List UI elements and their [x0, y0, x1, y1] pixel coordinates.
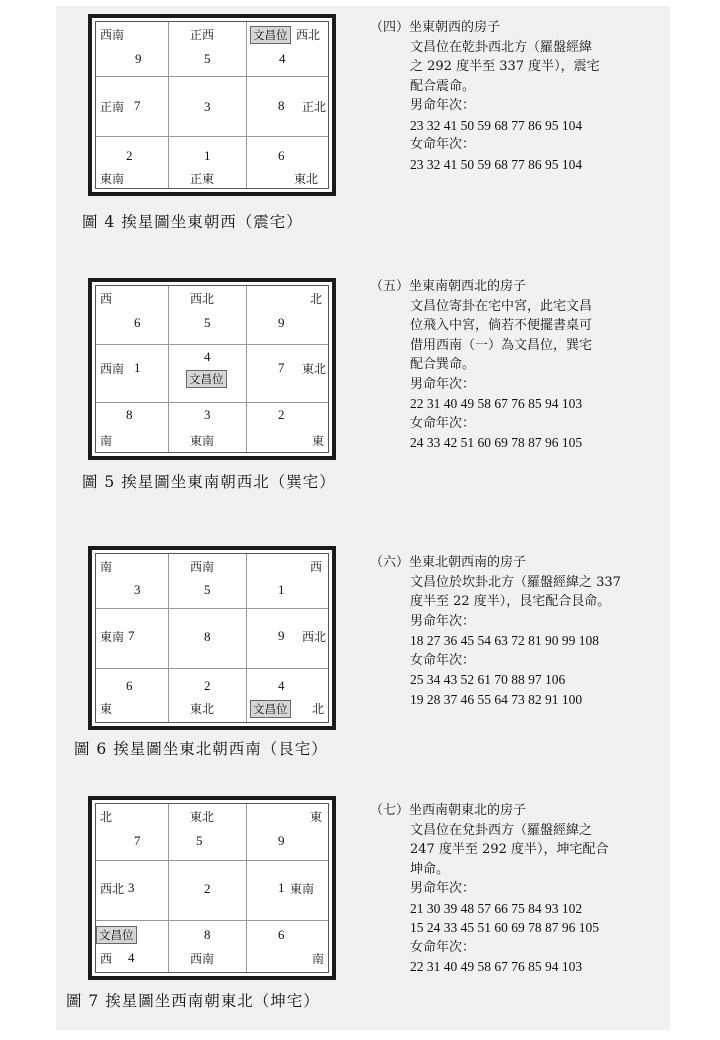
fig7-nw-dir: 北	[100, 810, 113, 824]
fig4-sw-dir: 東南	[100, 172, 125, 186]
fig7-n-dir: 東北	[190, 810, 215, 824]
fig6-ne-dir: 西	[310, 560, 323, 574]
fig7-sw-dir: 西	[100, 952, 113, 966]
fig6-caption: 圖 6 挨星圖坐東北朝西南（艮宅）	[74, 740, 328, 758]
fig4-s-num: 1	[204, 148, 211, 163]
fig5-e-dir: 東北	[302, 362, 327, 376]
fig6-e-dir: 西北	[302, 630, 327, 644]
fig5-nw-dir: 西	[100, 292, 113, 306]
fig4-ne-dir: 西北	[296, 28, 321, 42]
fig7-description	[370, 801, 609, 977]
fig6-w-dir: 東南	[100, 630, 125, 644]
fig7-body-line: 247 度半至 292 度半），坤宅配合	[410, 842, 609, 857]
fig6-male-label: 男命年次：	[410, 613, 476, 629]
fig5-body-line: 文昌位寄卦在宅中宮，此宅文昌	[410, 298, 593, 314]
fig4-n-num: 5	[204, 51, 211, 66]
fig4-n-dir: 正西	[190, 28, 215, 42]
fig6-heading: （六）坐東北朝西南的房子	[370, 555, 527, 570]
fig6-e-num: 9	[278, 628, 285, 643]
fig4-heading: （四）坐東朝西的房子	[370, 20, 501, 35]
fig6-c-num: 8	[204, 629, 211, 644]
fig7-s-num: 8	[204, 927, 211, 942]
fig5-n-num: 5	[204, 315, 211, 330]
fig6-male-years: 18 27 36 45 54 63 72 81 90 99 108	[410, 633, 599, 648]
fig7-w-num: 3	[128, 880, 135, 895]
fig4-sw-num: 2	[126, 148, 133, 163]
fig4-male-label: 男命年次：	[410, 98, 476, 113]
fig6-grid	[88, 546, 336, 730]
fig5-s-dir: 東南	[190, 434, 215, 448]
fig4-wenchang-marker: 文昌位	[250, 26, 291, 44]
fig4-w-dir: 正南	[100, 100, 125, 114]
fig5-caption: 圖 5 挨星圖坐東南朝西北（巽宅）	[82, 473, 336, 491]
fig5-sw-num: 8	[126, 407, 133, 422]
fig5-grid	[88, 278, 336, 460]
fig4-body-line: 文昌位在乾卦西北方（羅盤經緯	[410, 39, 593, 55]
fig6-ne-num: 1	[278, 582, 285, 597]
fig5-se-num: 2	[278, 407, 285, 422]
fig5-description	[370, 277, 592, 453]
fig7-female-years: 22 31 40 49 58 67 76 85 94 103	[410, 959, 583, 974]
fig6-sw-dir: 東	[100, 702, 113, 716]
fig6-wenchang-marker: 文昌位	[250, 700, 291, 718]
fig7-wenchang-marker: 文昌位	[96, 926, 137, 944]
fig7-female-label: 女命年次：	[410, 939, 476, 955]
fig5-ne-dir: 北	[310, 292, 323, 306]
fig5-e-num: 7	[278, 360, 285, 375]
fig4-se-dir: 東北	[294, 172, 319, 186]
fig5-male-years: 22 31 40 49 58 67 76 85 94 103	[410, 396, 583, 411]
fig4-e-dir: 正北	[302, 100, 327, 114]
fig6-female-label: 女命年次：	[410, 652, 476, 668]
fig5-female-years: 24 33 42 51 60 69 78 87 96 105	[410, 435, 583, 450]
fig4-ne-num: 4	[279, 51, 286, 66]
fig6-nw-num: 3	[134, 582, 141, 597]
fig4-male-years: 23 32 41 50 59 68 77 86 95 104	[410, 117, 583, 133]
fig4-nw-dir: 西南	[100, 28, 125, 42]
fig4-s-dir: 正東	[190, 172, 215, 186]
fig6-female-years: 19 28 37 46 55 64 73 82 91 100	[410, 691, 583, 707]
fig4-e-num: 8	[278, 98, 285, 113]
fig5-sw-dir: 南	[100, 434, 113, 448]
fig5-male-label: 男命年次：	[410, 376, 476, 392]
fig7-male-label: 男命年次：	[410, 881, 476, 896]
fig7-body-line: 文昌位在兌卦西方（羅盤經緯之	[410, 822, 593, 838]
fig4-female-label: 女命年次：	[410, 137, 476, 152]
fig7-e-num: 1	[278, 880, 285, 895]
fig7-heading: （七）坐西南朝東北的房子	[370, 803, 527, 818]
fig6-n-dir: 西南	[190, 560, 215, 574]
fig6-se-dir: 北	[312, 702, 325, 716]
fig6-s-dir: 東北	[190, 702, 215, 716]
fig5-body-line: 配合巽命。	[410, 357, 476, 372]
fig6-female-years: 25 34 43 52 61 70 88 97 106	[410, 672, 566, 687]
fig7-grid	[88, 796, 336, 980]
fig4-description	[370, 18, 600, 174]
fig7-body-line: 坤命。	[410, 861, 450, 877]
fig5-se-dir: 東	[312, 434, 325, 448]
fig7-se-num: 6	[278, 927, 285, 942]
fig4-body-line: 之 292 度半至 337 度半），震宅	[410, 59, 600, 74]
fig5-s-num: 3	[204, 407, 211, 422]
fig7-n-num: 5	[196, 833, 203, 848]
fig6-w-num: 7	[128, 628, 135, 643]
fig7-se-dir: 南	[312, 952, 325, 966]
fig5-c-num: 4	[204, 349, 211, 364]
fig7-caption: 圖 7 挨星圖坐西南朝東北（坤宅）	[66, 992, 320, 1010]
fig7-ne-dir: 東	[310, 810, 323, 824]
fig7-c-num: 2	[204, 881, 211, 896]
fig7-sw-num: 4	[128, 950, 135, 965]
fig5-body-line: 位飛入中宮，倘若不便擺書桌可	[410, 318, 593, 333]
fig7-w-dir: 西北	[100, 882, 125, 896]
fig7-s-dir: 西南	[190, 952, 215, 966]
fig5-w-dir: 西南	[100, 362, 125, 376]
fig6-body-line: 度半至 22 度半），艮宅配合艮命。	[410, 594, 611, 609]
fig5-wenchang-marker: 文昌位	[186, 370, 227, 388]
fig4-body-line: 配合震命。	[410, 78, 476, 94]
fig6-se-num: 4	[278, 678, 285, 693]
fig4-c-num: 3	[204, 99, 211, 114]
fig4-nw-num: 9	[135, 51, 142, 66]
fig4-female-years: 23 32 41 50 59 68 77 86 95 104	[410, 156, 583, 172]
fig5-n-dir: 西北	[190, 292, 215, 306]
fig5-heading: （五）坐東南朝西北的房子	[370, 279, 527, 294]
fig4-se-num: 6	[278, 148, 285, 163]
fig7-nw-num: 7	[134, 833, 141, 848]
fig5-female-label: 女命年次：	[410, 415, 476, 431]
fig6-s-num: 2	[204, 678, 211, 693]
fig4-caption: 圖 4 挨星圖坐東朝西（震宅）	[82, 213, 303, 231]
fig5-nw-num: 6	[134, 315, 141, 330]
fig4-w-num: 7	[134, 98, 141, 113]
fig7-male-years: 21 30 39 48 57 66 75 84 93 102	[410, 900, 583, 916]
fig7-ne-num: 9	[278, 833, 285, 848]
fig4-grid	[88, 14, 336, 196]
fig6-body-line: 文昌位於坎卦北方（羅盤經緯之 337	[410, 574, 621, 590]
fig5-w-num: 1	[134, 360, 141, 375]
fig7-e-dir: 東南	[290, 882, 315, 896]
fig5-ne-num: 9	[278, 315, 285, 330]
fig6-n-num: 5	[204, 582, 211, 597]
fig6-description	[370, 553, 621, 709]
fig7-male-years: 15 24 33 45 51 60 69 78 87 96 105	[410, 920, 599, 935]
fig5-body-line: 借用西南（一）為文昌位，巽宅	[410, 337, 593, 353]
fig6-nw-dir: 南	[100, 560, 113, 574]
fig6-sw-num: 6	[126, 678, 133, 693]
